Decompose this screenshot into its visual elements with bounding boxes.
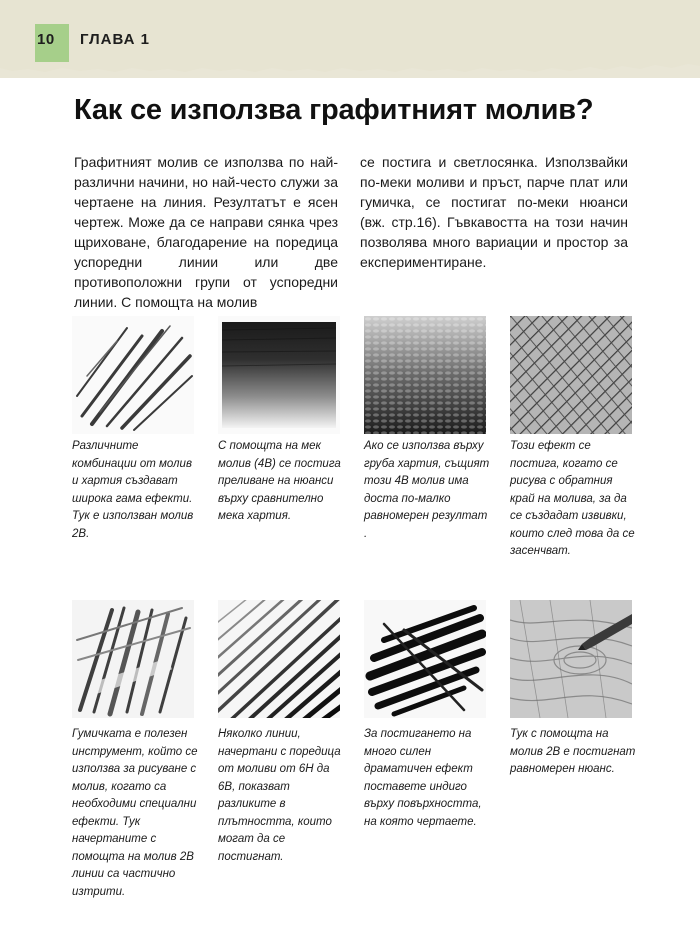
dramatic-dark-strokes-image [364,600,486,718]
caption-1: Различните комбинации от молив и хартия създават широка гама ефекти. Тук е използван молив 2В. [72,440,194,540]
page-title: Как се използва графитният молив? [74,94,594,126]
caption-7: За постигането на много силен драматичен ефект поставете индиго върху повърхността, на която чертаете. [364,728,482,828]
caption-2: С помощта на мек молив (4В) се постига преливане на нюанси върху сравнително мека хартия. [218,440,341,522]
soft-pencil-gradient-image [218,316,340,434]
erased-strokes-image [72,600,194,718]
caption-3: Ако се използва върху груба хартия, същият този 4В молив има доста по-малко равномерен резултат . [364,440,490,540]
crosshatch-texture-image [510,316,632,434]
page-number: 10 [37,31,55,48]
caption-5: Гумичката е полезен инструмент, който се използва за рисуване с молив, когато са необходими специални ефекти. Тук начертаните с помощта на молив 2В линии са частично изтрити. [72,728,198,898]
rough-paper-texture-image [364,316,486,434]
caption-4: Този ефект се постига, когато се рисува с обратния край на молива, за да се създадат извивки, които след това да се засенчват. [510,440,635,557]
chapter-label: ГЛАВА 1 [80,31,150,48]
diagonal-strokes-image [72,316,194,434]
graded-lines-image [218,600,340,718]
caption-6: Няколко линии, начертани с поредица от моливи от 6Н да 6В, показват разликите в плътността, които могат да се постигнат. [218,728,341,863]
pencil-on-wood-texture-image [510,600,632,718]
caption-8: Тук с помощта на молив 2В е постигнат равномерен нюанс. [510,728,636,775]
body-text-left: Графитният молив се използва по най-различни начини, но най-често служи за чертаене на линия. Резултатът е ясен чертеж. Може да се направи сянка чрез щриховане, благодарение на поредица успоредни линии или две противоположни групи от успоредни линии. С помощта на молив [74,154,338,310]
body-text-right: се постига и светлосянка. Използвайки по-меки моливи и пръст, парче плат или гумичка, се постигат по-меки нюанси (вж. стр.16). Гъвкавостта на този начин позволява много вариации и простор за експериментиране. [360,154,628,270]
